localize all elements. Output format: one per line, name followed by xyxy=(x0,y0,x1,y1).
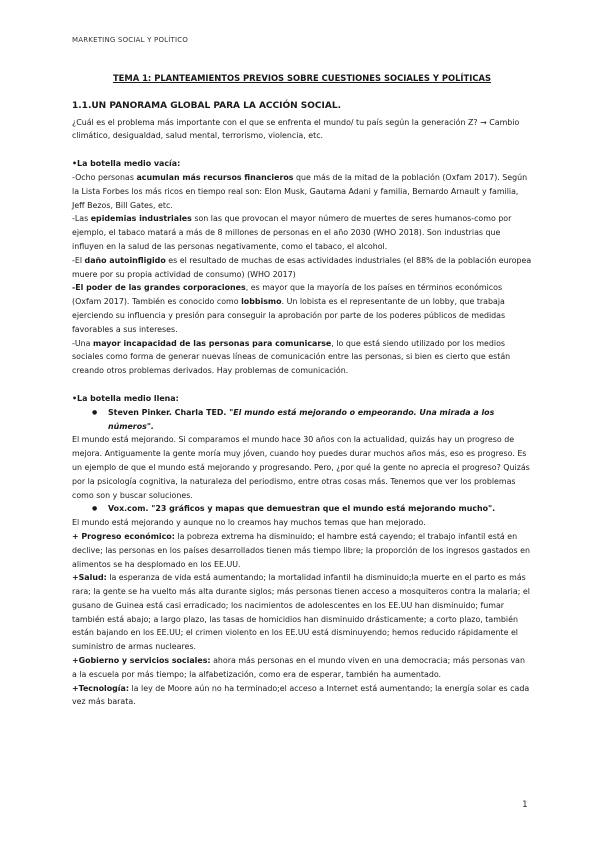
text-segment: . Un lobista es el representante de un lobby, que trabaja ejerciendo su influencia y presión para conseguir la aprobación por parte de los poderes públicos de medidas favorables a sus intereses. xyxy=(72,297,506,334)
emphasis-text: +Salud: xyxy=(72,573,107,583)
text-segment: la pobreza extrema ha disminuido; el hambre está cayendo; el trabajo infantil está en declive; las personas en los países desarrollados tienen más tiempo libre; la proporción de los ingresos gastados en alimentos se ha desplomado en los EE.UU. xyxy=(72,531,530,569)
full-bottle-paragraph-1: El mundo está mejorando. Si comparamos el mundo hace 30 años con la actualidad, quizás hay un progreso de mejora. Antiguamente la gente moría muy jóven, cuando hoy puedes durar muchos años más, eso es progreso. Es un ejemplo de que el mundo está mejorando y progresando. Pero, ¿por qué la gente no aprecia el progreso? Quizás por la psicología cognitiva, la naturaleza del periodismo, entre otras cosas más. Tenemos que ver los problemas como son y buscar soluciones. xyxy=(72,435,530,500)
section-title: 1.1.UN PANORAMA GLOBAL PARA LA ACCIÓN SOCIAL. xyxy=(72,100,341,111)
text-segment: ahora más personas en el mundo viven en una democracia; más personas van a la escuela por más tiempo; la alfabetización, como era de esperar, también ha aumentado. xyxy=(72,656,525,679)
document-title: TEMA 1: PLANTEAMIENTOS PREVIOS SOBRE CUESTIONES SOCIALES Y POLÍTICAS xyxy=(112,73,492,83)
page-content xyxy=(72,72,532,709)
full-bottle-heading: •La botella medio llena: xyxy=(72,393,179,403)
text-segment: son las que provocan el mayor número de muertes de seres humanos-como por ejemplo, el tabaco matará a más de 8 millones de personas en el año 2030 (WHO 2018). Son industrias que influyen en la salud de las personas negativamente, como el tabaco, el alcohol. xyxy=(72,214,512,251)
text-segment: la ley de Moore aún no ha terminado;el acceso a Internet está aumentando; la energía solar es cada vez más barata. xyxy=(72,683,530,707)
text-segment: que más de la mitad de la población (Oxfam 2017). Según la Lista Forbes los más ricos en tiempo real son: Elon Musk, Gautama Adani y familia, Bernardo Arnault y familia, Jeff Bezos, Bill Gates, etc. xyxy=(72,172,528,210)
text-segment: , es mayor que la mayoría de los países en términos económicos (Oxfam 2017). También es conocido como xyxy=(72,283,503,307)
bullet-item-vox xyxy=(72,502,532,516)
emphasis-text: daño autoinfligido xyxy=(84,255,166,265)
text-segment: es el resultado de muchas de esas actividades industriales (el 88% de la población europea muere por su propia actividad de consumo) (WHO 2017) xyxy=(72,255,532,279)
talk-title: "El mundo está mejorando o empeorando. Una mirada a los números". xyxy=(108,407,495,431)
intro-paragraph: ¿Cuál es el problema más importante con el que se enfrenta el mundo/ tu país según la generación Z? → Cambio climático, desigualdad, salud mental, terrorismo, violencia, etc. xyxy=(72,117,520,141)
emphasis-text: + Progreso económico: xyxy=(72,531,175,541)
emphasis-text: Vox.com. "23 gráficos y mapas que demuestran que el mundo está mejorando mucho". xyxy=(108,504,496,514)
text-segment: -El xyxy=(72,255,85,265)
emphasis-text: epidemias industriales xyxy=(90,214,192,224)
emphasis-text: +Tecnología: xyxy=(72,683,129,693)
technology-paragraph xyxy=(72,682,532,710)
text-segment: -Ocho personas xyxy=(72,172,137,182)
empty-bottle-paragraph-5 xyxy=(72,337,532,378)
emphasis-text: +Gobierno y servicios sociales: xyxy=(72,656,211,666)
empty-bottle-paragraph-4 xyxy=(72,281,532,336)
text-segment: la esperanza de vida está aumentando; la mortalidad infantil ha disminuido;la muerte en el parto es más rara; la gente se ha vuelto más alta durante siglos; más personas tienen acceso a mosquiteros contra la malaria; el gusano de Guinea está casi erradicado; los nacimientos de adolescentes en los EE.UU han disminuido; fumar también está abajo; a largo plazo, las tasas de homicidios han disminuido drásticamente; a corto plazo, también están bajando en los EE.UU; el crimen violento en los EE.UU está disminuyendo; hemos reducido rápidamente el suministro de armas nucleares. xyxy=(72,573,530,652)
full-bottle-paragraph-2: El mundo está mejorando y aunque no lo creamos hay muchos temas que han mejorado. xyxy=(72,518,426,528)
empty-bottle-paragraph-1 xyxy=(72,171,532,212)
government-paragraph xyxy=(72,654,532,682)
page-number: 1 xyxy=(522,800,528,810)
running-header: MARKETING SOCIAL Y POLÍTICO xyxy=(72,36,189,44)
text-segment: , lo que está siendo utilizado por los medios sociales como forma de generar nuevas líneas de comunicación entre las personas, si bien es cierto que están creando otros problemas derivados. Hay problemas de comunicación. xyxy=(72,338,511,376)
text-segment: -Una xyxy=(72,338,93,348)
text-segment: -Las xyxy=(72,214,91,224)
emphasis-text: mayor incapacidad de las personas para comunicarse xyxy=(92,338,332,348)
bullet-item-pinker xyxy=(72,406,532,434)
empty-bottle-paragraph-2 xyxy=(72,212,532,253)
emphasis-text: acumulan más recursos financieros xyxy=(136,172,294,182)
empty-bottle-heading: •La botella medio vacía: xyxy=(72,159,181,169)
empty-bottle-paragraph-3 xyxy=(72,254,532,282)
emphasis-text: Steven Pinker. Charla TED. xyxy=(108,407,230,417)
emphasis-text: -El poder de las grandes corporaciones xyxy=(72,283,246,293)
emphasis-text: lobbismo xyxy=(241,297,282,307)
economic-progress-paragraph xyxy=(72,530,532,571)
health-paragraph xyxy=(72,571,532,654)
